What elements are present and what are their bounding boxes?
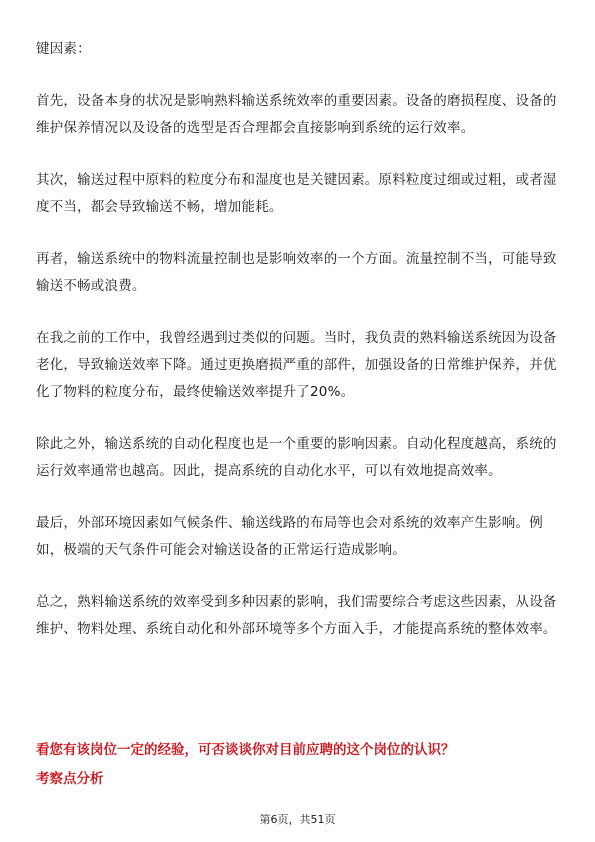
page-number: 第6页，共51页 <box>259 813 336 826</box>
paragraph-3: 再者，输送系统中的物料流量控制也是影响效率的一个方面。流量控制不当，可能导致输送不畅或浪费。 <box>36 251 557 294</box>
document-body <box>36 36 559 643</box>
paragraph-4: 在我之前的工作中，我曾经遇到过类似的问题。当时，我负责的熟料输送系统因为设备老化，导致输送效率下降。通过更换磨损严重的部件，加强设备的日常维护保养，并优化了物料的粒度分布，最终使输送效率提升了20%。 <box>36 330 557 400</box>
lead-text: 键因素： <box>36 41 91 57</box>
paragraph-1: 首先，设备本身的状况是影响熟料输送系统效率的重要因素。设备的磨损程度、设备的维护保养情况以及设备的选型是否合理都会直接影响到系统的运行效率。 <box>36 93 557 136</box>
interview-question: 看您有该岗位一定的经验，可否谈谈你对目前应聘的这个岗位的认识？ <box>36 742 455 758</box>
paragraph-2: 其次，输送过程中原料的粒度分布和湿度也是关键因素。原料粒度过细或过粗，或者湿度不当，都会导致输送不畅，增加能耗。 <box>36 172 557 215</box>
paragraph-6: 最后，外部环境因素如气候条件、输送线路的布局等也会对系统的效率产生影响。例如，极端的天气条件可能会对输送设备的正常运行造成影响。 <box>36 515 543 558</box>
analysis-heading: 考察点分析 <box>36 771 104 787</box>
paragraph-5: 除此之外，输送系统的自动化程度也是一个重要的影响因素。自动化程度越高，系统的运行效率通常也越高。因此，提高系统的自动化水平，可以有效地提高效率。 <box>36 436 557 479</box>
paragraph-7: 总之，熟料输送系统的效率受到多种因素的影响，我们需要综合考虑这些因素，从设备维护、物料处理、系统自动化和外部环境等多个方面入手，才能提高系统的整体效率。 <box>36 594 557 637</box>
